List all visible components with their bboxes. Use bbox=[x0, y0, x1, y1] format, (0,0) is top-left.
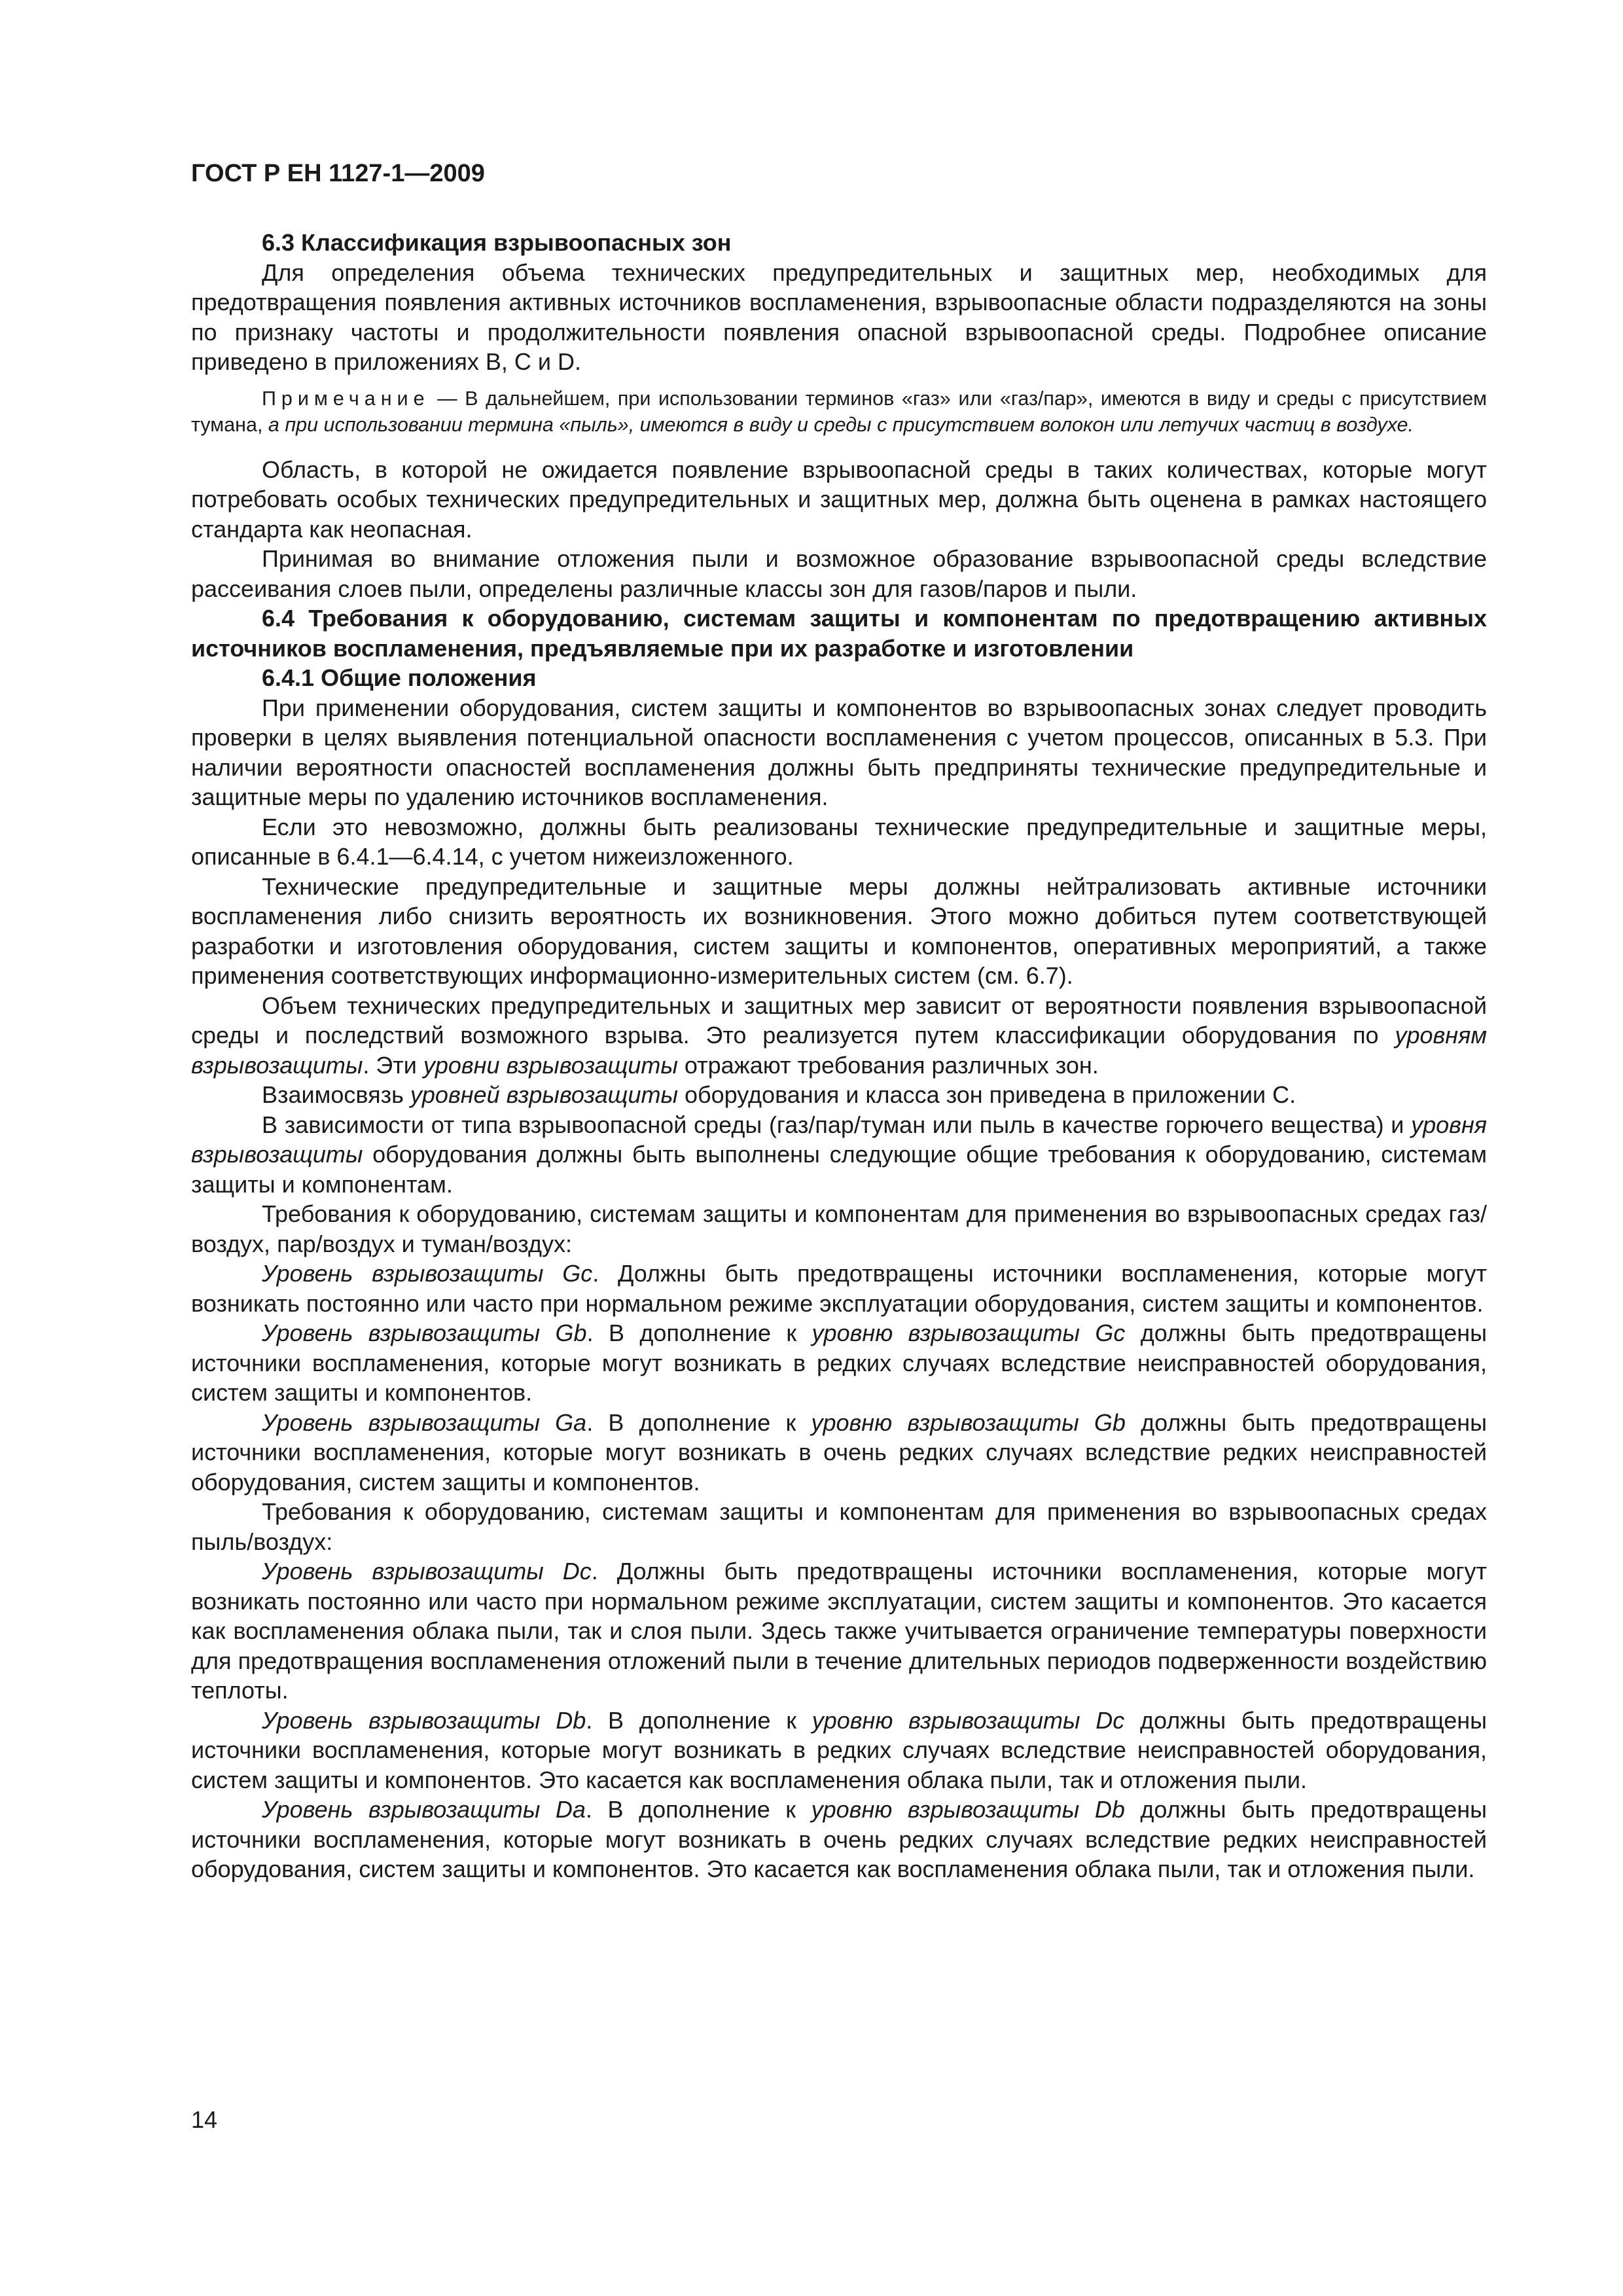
text-run: должны быть предотвращены источники воспламенения, которые могут возникать в редких случаях вследствие неисправностей оборудования, систем защиты и компонентов. bbox=[191, 1319, 1487, 1406]
note-italic: а при использовании термина «пыль», имеются в виду и среды с присутствием волокон или летучих частиц в воздухе. bbox=[268, 413, 1414, 436]
text-run: В зависимости от типа взрывоопасной среды (газ/пар/туман или пыль в качестве горючего вещества) и bbox=[262, 1111, 1412, 1138]
text-run: Взаимосвязь bbox=[262, 1081, 410, 1108]
text-run: Объем технических предупредительных и защитных мер зависит от вероятности появления взрывоопасной среды и последствий возможного взрыва. Это реализуется путем классификации оборудования по bbox=[191, 992, 1487, 1049]
italic-run: уровней взрывозащиты bbox=[410, 1081, 678, 1108]
document-header: ГОСТ Р ЕН 1127-1—2009 bbox=[191, 160, 485, 187]
italic-run: Уровень взрывозащиты Db bbox=[262, 1706, 586, 1734]
text-run: . Должны быть предотвращены источники воспламенения, которые могут возникать постоянно или часто при нормальном режиме эксплуатации оборудования, систем защиты и компонентов. bbox=[191, 1260, 1487, 1317]
level-gc bbox=[191, 1259, 1487, 1318]
paragraph: Принимая во внимание отложения пыли и возможное образование взрывоопасной среды вследствие рассеивания слоев пыли, определены различные классы зон для газов/паров и пыли. bbox=[191, 545, 1487, 602]
text-run: . В дополнение к bbox=[586, 1319, 812, 1346]
page-number: 14 bbox=[191, 2106, 218, 2133]
level-dc bbox=[191, 1556, 1487, 1706]
note-text: В дальнейшем, при использовании терминов «газ» или «газ/пар», имеются в виду и среды с присутствием тумана, bbox=[191, 387, 1487, 436]
text-run: должны быть предотвращены источники воспламенения, которые могут возникать в очень редких случаях вследствие редких неисправностей оборудования, систем защиты и компонентов. bbox=[191, 1408, 1487, 1496]
italic-run: уровню взрывозащиты Gb bbox=[811, 1408, 1126, 1436]
text-run: должны быть предотвращены источники воспламенения, которые могут возникать в редких случаях вследствие неисправностей оборудования, систем защиты и компонентов. Это касается как воспламенения облака пыли, так и отложения пыли. bbox=[191, 1706, 1487, 1793]
text-run: . В дополнение к bbox=[586, 1706, 812, 1734]
italic-run: уровню взрывозащиты Gc bbox=[812, 1319, 1126, 1346]
italic-run: уровню взрывозащиты Db bbox=[811, 1796, 1125, 1823]
section-6-3-title: 6.3 Классификация взрывоопасных зон bbox=[262, 229, 732, 256]
text-run: . В дополнение к bbox=[585, 1796, 812, 1823]
text-run: . Должны быть предотвращены источники воспламенения, которые могут возникать постоянно или часто при нормальном режиме эксплуатации, систем защиты и компонентов. Это касается как воспламенения облака пыли, так и слоя пыли. Здесь также учитывается ограничение температуры поверхности для предотвращения воспламенения отложений пыли в течение длительных периодов подверженности воздействию теплоты. bbox=[191, 1558, 1487, 1704]
paragraph: Для определения объема технических предупредительных и защитных мер, необходимых для предотвращения появления активных источников воспламенения, взрывоопасные области подразделяются на зоны по признаку частоты и продолжительности появления опасной взрывоопасной среды. Подробнее описание приведено в приложениях B, C и D. bbox=[191, 259, 1487, 375]
paragraph bbox=[191, 1110, 1487, 1200]
paragraph: Технические предупредительные и защитные меры должны нейтрализовать активные источники воспламенения либо снизить вероятность их возникновения. Этого можно добиться путем соответствующей разработки и изготовления оборудования, систем защиты и компонентов, оперативных мероприятий, а также применения соответствующих информационно-измерительных систем (см. 6.7). bbox=[191, 872, 1487, 989]
italic-run: уровни взрывозащиты bbox=[423, 1051, 678, 1079]
italic-run: уровню взрывозащиты Dc bbox=[812, 1706, 1125, 1734]
text-run: должны быть предотвращены источники воспламенения, которые могут возникать в очень редких случаях вследствие редких неисправностей оборудования, систем защиты и компонентов. Это касается как воспламенения облака пыли, так и отложения пыли. bbox=[191, 1796, 1487, 1882]
italic-run: Уровень взрывозащиты Gc bbox=[262, 1260, 593, 1287]
paragraph bbox=[191, 1080, 1487, 1110]
text-run: . В дополнение к bbox=[586, 1408, 812, 1436]
level-db bbox=[191, 1706, 1487, 1795]
note-dash: — bbox=[429, 387, 465, 410]
paragraph: Требования к оборудованию, системам защиты и компонентам для применения во взрывоопасных средах газ/воздух, пар/воздух и туман/воздух: bbox=[191, 1200, 1487, 1257]
italic-run: уровням взрывозащиты bbox=[191, 1022, 1487, 1079]
paragraph: При применении оборудования, систем защиты и компонентов во взрывоопасных зонах следует проводить проверки в целях выявления потенциальной опасности воспламенения с учетом процессов, описанных в 5.3. При наличии вероятности опасностей воспламенения должны быть предприняты технические предупредительные и защитные меры по удалению источников воспламенения. bbox=[191, 694, 1487, 810]
italic-run: Уровень взрывозащиты Da bbox=[262, 1796, 586, 1823]
note-label: Примечание bbox=[262, 387, 430, 410]
italic-run: Уровень взрывозащиты Ga bbox=[262, 1408, 587, 1436]
note bbox=[191, 386, 1487, 438]
text-run: отражают требования различных зон. bbox=[677, 1051, 1099, 1079]
level-da bbox=[191, 1795, 1487, 1884]
level-gb bbox=[191, 1318, 1487, 1408]
paragraph: Область, в которой не ожидается появление взрывоопасной среды в таких количествах, которые могут потребовать особых технических предупредительных и защитных мер, должна быть оценена в рамках настоящего стандарта как неопасная. bbox=[191, 456, 1487, 543]
document-body bbox=[191, 228, 1487, 1884]
text-run: оборудования и класса зон приведена в приложении C. bbox=[677, 1081, 1296, 1108]
paragraph: Если это невозможно, должны быть реализованы технические предупредительные и защитные меры, описанные в 6.4.1—6.4.14, с учетом нижеизложенного. bbox=[191, 813, 1487, 870]
italic-run: уровня взрывозащиты bbox=[191, 1111, 1487, 1168]
text-run: оборудования должны быть выполнены следующие общие требования к оборудованию, системам защиты и компонентам. bbox=[191, 1141, 1487, 1198]
section-6-4-1-title: 6.4.1 Общие положения bbox=[262, 664, 537, 691]
italic-run: Уровень взрывозащиты Dc bbox=[262, 1558, 592, 1585]
paragraph bbox=[191, 991, 1487, 1081]
section-6-4-title: 6.4 Требования к оборудованию, системам защиты и компонентам по предотвращению активных источников воспламенения, предъявляемые при их разработке и изготовлении bbox=[191, 605, 1487, 662]
paragraph: Требования к оборудованию, системам защиты и компонентам для применения во взрывоопасных средах пыль/воздух: bbox=[191, 1498, 1487, 1555]
level-ga bbox=[191, 1408, 1487, 1498]
text-run: . Эти bbox=[363, 1051, 423, 1079]
italic-run: Уровень взрывозащиты Gb bbox=[262, 1319, 587, 1346]
